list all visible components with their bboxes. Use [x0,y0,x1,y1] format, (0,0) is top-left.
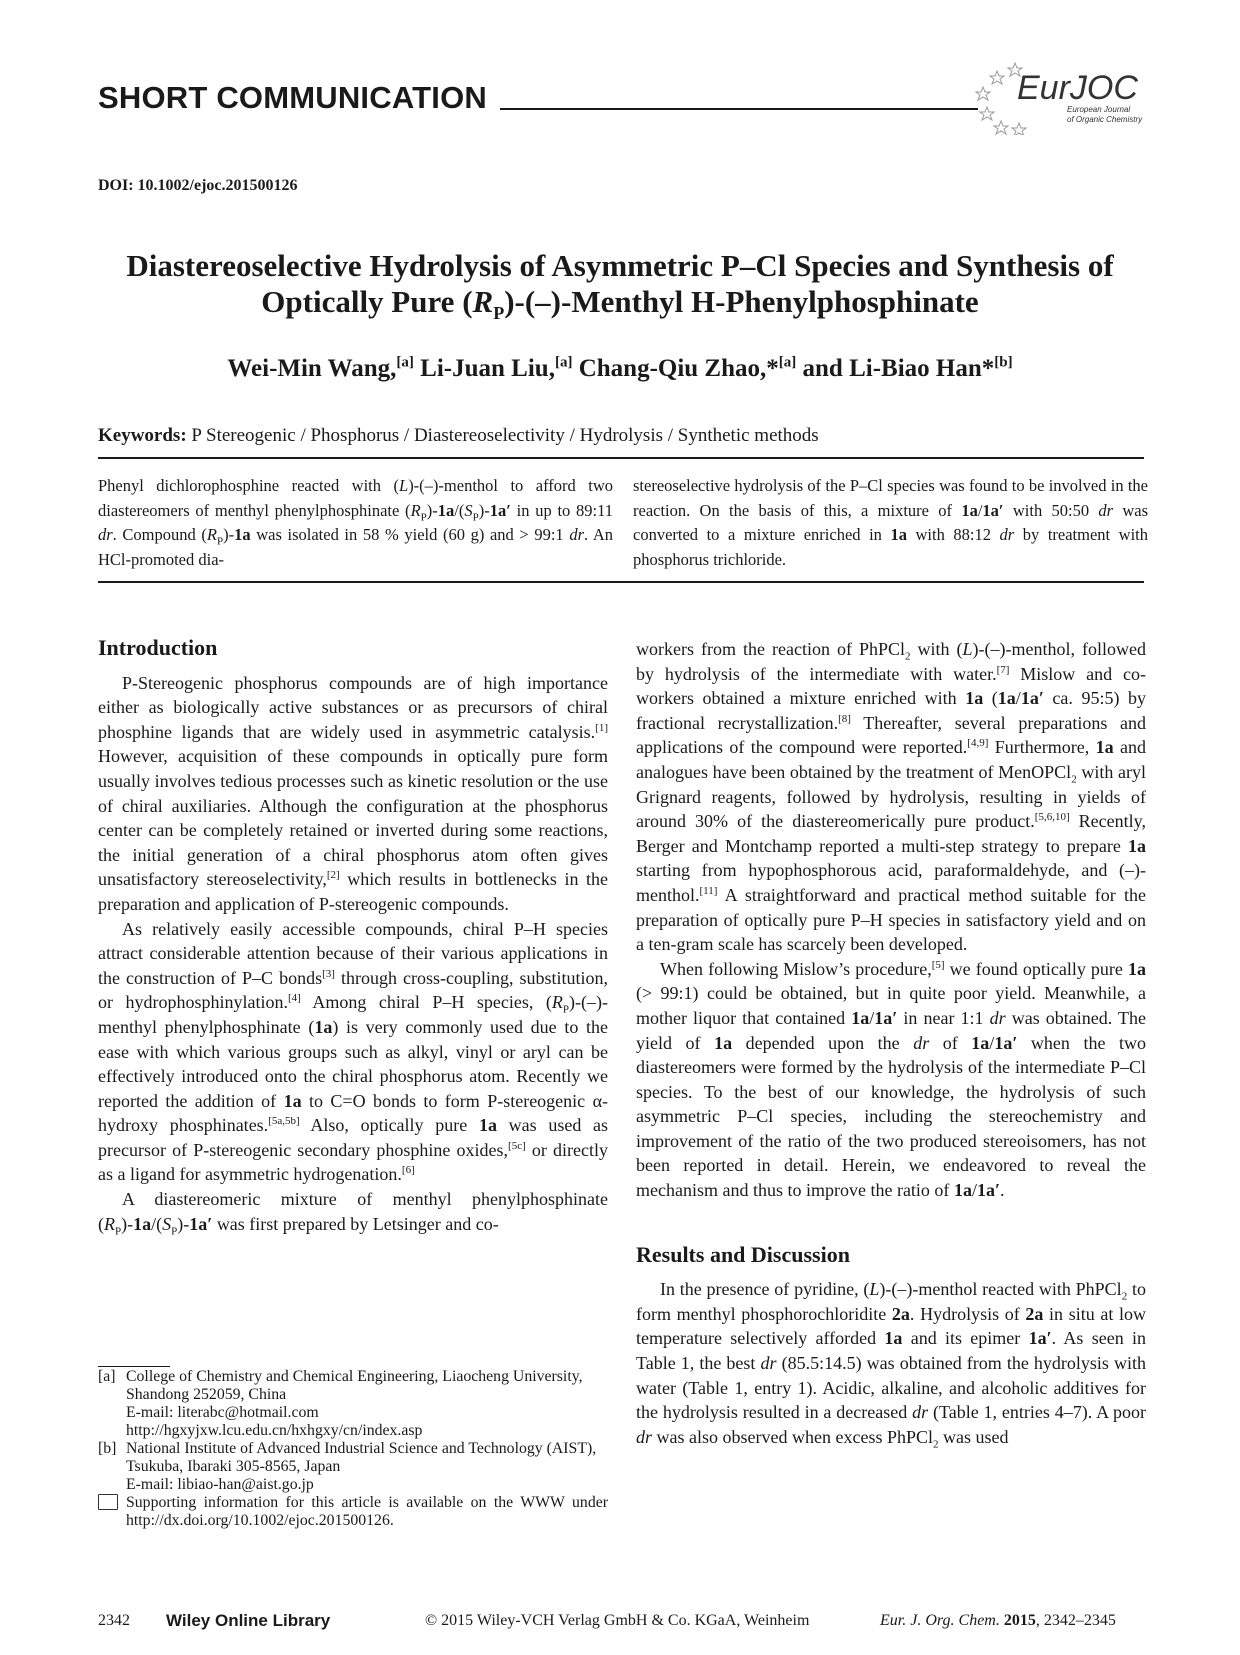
body-left-column [98,636,608,1236]
keywords-rule [98,457,1144,459]
section-heading-results: Results and Discussion [636,1241,850,1267]
copyright: © 2015 Wiley-VCH Verlag GmbH & Co. KGaA, Weinheim [425,1612,810,1629]
supporting-info-link[interactable]: Supporting information for this article is available on the WWW under http://dx.doi.org/10.1002/ejoc.201500126. [126,1494,608,1529]
section-label: SHORT COMMUNICATION [98,80,487,115]
wiley-library-logo: Wiley Online Library [166,1611,331,1630]
computer-icon [98,1494,118,1510]
affiliation-url[interactable]: http://hgxyjxw.lcu.edu.cn/hxhgxy/cn/index.asp [126,1422,423,1439]
journal-citation: Eur. J. Org. Chem. 2015, 2342–2345 [880,1612,1116,1629]
doi: DOI: 10.1002/ejoc.201500126 [98,177,298,194]
footnote-rule [98,1366,170,1367]
affiliation-b: [b] National Institute of Advanced Industrial Science and Technology (AIST), Tsukuba, Ibaraki 305-8565, Japan E-mail: libiao-han@aist.go.jp [98,1440,597,1493]
author-list: Wei-Min Wang,[a] Li-Juan Liu,[a] Chang-Qiu Zhao,*[a] and Li-Biao Han*[b] [227,354,1013,382]
supporting-info [98,1494,608,1530]
abstract-rule [98,581,1144,583]
abstract-left: Phenyl dichlorophosphine reacted with (L)-(–)-menthol to afford two diastereomers of menthyl phenylphosphinate $(R_P)-1a/(S_P)-1a'$ in up to 89:11 dr. Compound $(R_P)-1a$ was isolated in 58 % yield (60 g) and > 99:1 dr. An HCl-promoted dia- [98,476,613,569]
keywords: Keywords: P Stereogenic / Phosphorus / Diastereoselectivity / Hydrolysis / Synthetic methods [98,425,819,446]
abstract-right: stereoselective hydrolysis of the P–Cl species was found to be involved in the reaction. On the basis of this, a mixture of 1a/1a′ with 50:50 dr was converted to a mixture enriched in 1a with 88:12 dr by treatment with phosphorus trichloride. [633,476,1149,569]
logo-sub2: of Organic Chemistry [1067,115,1143,124]
title-line-2: Optically Pure $(R_P)-(-)$-Menthyl H-Phenylphosphinate [261,284,979,324]
page-number: 2342 [98,1612,130,1629]
paragraph: As relatively easily accessible compounds, chiral P–H species attract considerable attention because of their various applications in the construction of P–C bonds[3] through cross-coupling, substitution, or hydrophosphinylation.[4] Among chiral P–H species, $(R_P)-(-)$-menthyl phenylphosphinate (1a) is very commonly used due to the ease with which various groups such as alkyl, vinyl or aryl can be effectively introduced onto the chiral phosphorus atom. Recently we reported the addition of 1a to C=O bonds to form P-stereogenic α-hydroxy phosphinates.[5a,5b] Also, optically pure 1a was used as precursor of P-stereogenic secondary phosphine oxides,[5c] or directly as a ligand for asymmetric hydrogenation.[6] [98,918,609,1185]
header-rule [500,108,978,110]
journal-logo [975,55,1155,135]
logo-sub1: European Journal [1067,105,1131,114]
body-right-column [636,637,1146,1449]
logo-text: EurJOC [1017,69,1138,107]
title-line-1: Diastereoselective Hydrolysis of Asymmetric P–Cl Species and Synthesis of [126,248,1114,283]
paragraph: P-Stereogenic phosphorus compounds are of high importance either as biologically active substances or as precursors of chiral phosphine ligands that are widely used in asymmetric catalysis.[1] However, acquisition of these compounds in optically pure form usually involves tedious processes such as kinetic resolution or the use of chiral auxiliaries. Although the configuration at the phosphorus center can be completely retained or inverted during some reactions, the initial generation of a chiral phosphorus atom often gives unsatisfactory stereoselectivity,[2] which results in bottlenecks in the preparation and application of P-stereogenic compounds. [98,672,608,914]
paragraph: A diastereomeric mixture of menthyl phenylphosphinate $(R_P)-1a/(S_P)-1a'$ was first prepared by Letsinger and co- [98,1189,608,1238]
article-title [90,248,1150,324]
paragraph: When following Mislow’s procedure,[5] we found optically pure 1a (> 99:1) could be obtained, but in quite poor yield. Meanwhile, a mother liquor that contained 1a/1a′ in near 1:1 dr was obtained. The yield of 1a depended upon the dr of 1a/1a′ when the two diastereomers were formed by the hydrolysis of the intermediate P–Cl species. To the best of our knowledge, the hydrolysis of such asymmetric P–Cl species, including the stereochemistry and improvement of the ratio of the two produced stereoisomers, has not been reported in detail. Herein, we endeavored to reveal the mechanism and thus to improve the ratio of 1a/1a′. [636,958,1146,1201]
affiliation-a: [a] College of Chemistry and Chemical Engineering, Liaocheng University, Shandong 252059, China E-mail: literabc@hotmail.com http://hgxyjxw.lcu.edu.cn/hxhgxy/cn/index.asp [98,1368,583,1439]
paragraph: workers from the reaction of PhPCl$_2$ with (L)-(–)-menthol, followed by hydrolysis of the intermediate with water.[7] Mislow and co-workers obtained a mixture enriched with 1a (1a/1a′ ca. 95:5) by fractional recrystallization.[8] Thereafter, several preparations and applications of the compound were reported.[4,9] Furthermore, 1a and analogues have been obtained by the treatment of MenOPCl$_2$ with aryl Grignard reagents, followed by hydrolysis, resulting in yields of around 30% of the diastereomerically pure product.[5,6,10] Recently, Berger and Montchamp reported a multi-step strategy to prepare 1a starting from hypophosphorous acid, paraformaldehyde, and (–)-menthol.[11] A straightforward and practical method suitable for the preparation of optically pure P–H species in satisfactory yield and on a ten-gram scale has scarcely been developed. [636,639,1147,955]
affiliations [98,1368,608,1530]
section-heading-introduction: Introduction [98,635,218,660]
paragraph: In the presence of pyridine, (L)-(–)-menthol reacted with PhPCl$_2$ to form menthyl phosphorochloridite 2a. Hydrolysis of 2a in situ at low temperature selectively afforded 1a and its epimer 1a′. As seen in Table 1, the best dr (85.5:14.5) was obtained from the hydrolysis with water (Table 1, entry 1). Acidic, alkaline, and alcoholic additives for the hydrolysis resulted in a decreased dr (Table 1, entries 4–7). A poor dr was also observed when excess PhPCl$_2$ was used [636,1279,1147,1451]
